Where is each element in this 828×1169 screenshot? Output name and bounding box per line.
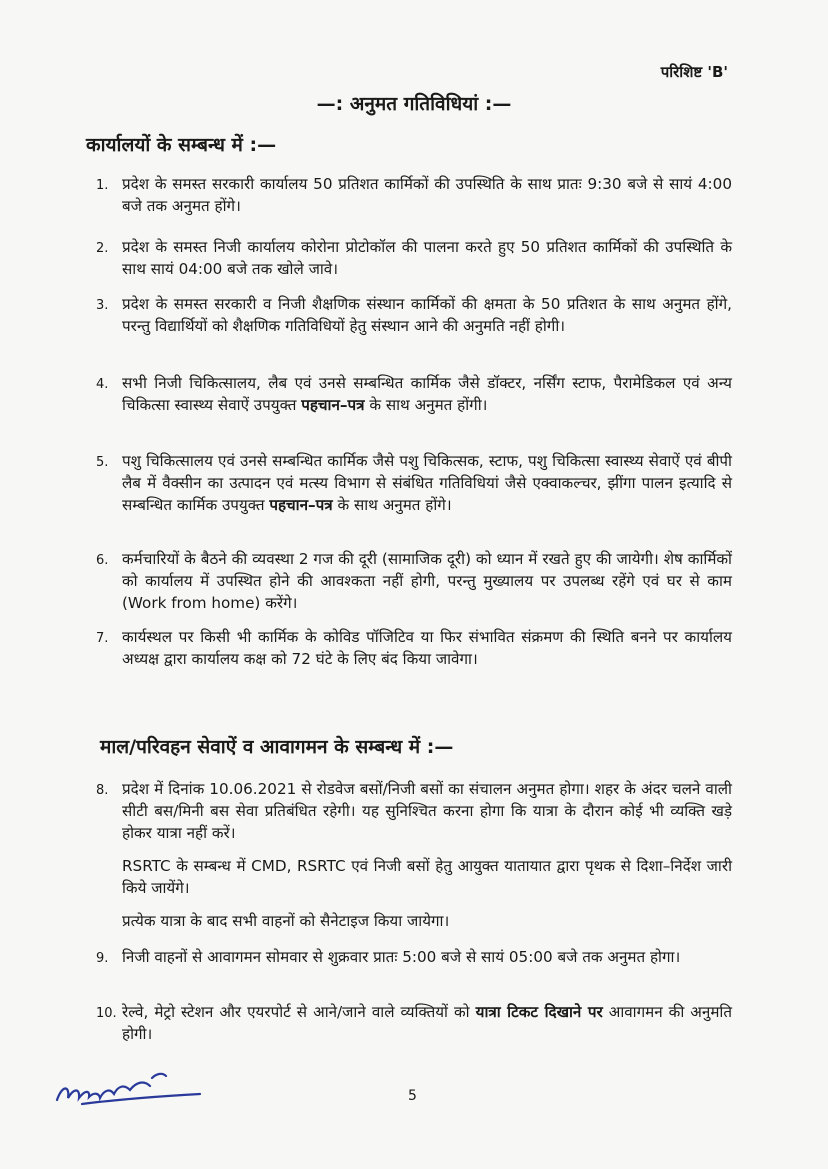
list-item xyxy=(96,450,732,516)
item-text: प्रदेश के समस्त सरकारी कार्यालय 50 प्रतिशत कार्मिकों की उपस्थिति के साथ प्रातः 9:30 बजे से सायं 4:00 बजे तक अनुमत होंगे। xyxy=(122,175,732,215)
annex-label: परिशिष्ट 'B' xyxy=(660,63,728,81)
list-item xyxy=(96,946,732,968)
item-number: 9. xyxy=(96,951,109,966)
list-item xyxy=(96,1001,732,1045)
item-text xyxy=(122,1001,732,1045)
list-item xyxy=(96,173,732,217)
page-title: —: अनुमत गतिविधियां :— xyxy=(316,93,512,115)
list-item xyxy=(96,372,732,416)
list-item xyxy=(96,778,732,844)
list-item xyxy=(96,626,732,670)
item-text: प्रदेश के समस्त सरकारी व निजी शैक्षणिक संस्थान कार्मिकों की क्षमता के 50 प्रतिशत के साथ अनुमत होंगे, परन्तु विद्यार्थियों को शैक्षणिक गतिविधियों हेतु संस्थान आने की अनुमति नहीं होगी। xyxy=(122,295,732,335)
signature xyxy=(52,1070,202,1110)
item-number: 3. xyxy=(96,298,109,313)
text-run: रेल्वे, मेट्रो स्टेशन और एयरपोर्ट से आने/जाने वाले व्यक्तियों को xyxy=(122,1003,476,1021)
item-number: 7. xyxy=(96,631,109,646)
item-text: प्रदेश में दिनांक 10.06.2021 से रोडवेज बसों/निजी बसों का संचालन अनुमत होगा। शहर के अंदर चलने वाली सीटी बस/मिनी बस सेवा प्रतिबंधित रहेगी। यह सुनिश्चित करना होगा कि यात्रा के दौरान कोई भी व्यक्ति खड़े होकर यात्रा नहीं करें। xyxy=(122,780,732,842)
item-number: 1. xyxy=(96,178,109,193)
item-number: 10. xyxy=(96,1006,117,1021)
item-text: निजी वाहनों से आवागमन सोमवार से शुक्रवार प्रातः 5:00 बजे से सायं 05:00 बजे तक अनुमत होगा। xyxy=(122,948,681,966)
text-run: के साथ अनुमत होंगी। xyxy=(364,396,488,414)
list-item xyxy=(96,236,732,280)
item-text xyxy=(122,450,732,516)
bold-text-run: यात्रा टिकट दिखाने पर xyxy=(475,1003,603,1021)
text-run: सभी निजी चिकित्सालय, लैब एवं उनसे सम्बन्धित कार्मिक जैसे डॉक्टर, नर्सिंग स्टाफ, पैरामेडिकल एवं अन्य चिकित्सा स्वास्थ्य सेवाऐं उपयुक्त xyxy=(122,374,732,414)
list-item xyxy=(96,293,732,337)
item-number: 8. xyxy=(96,783,109,798)
text-run: आवागमन की अनुमति होगी। xyxy=(122,1003,732,1043)
item-number: 6. xyxy=(96,553,109,568)
list-item xyxy=(96,548,732,614)
section-heading-offices: कार्यालयों के सम्बन्ध में :— xyxy=(86,134,277,156)
item-text: कर्मचारियों के बैठने की व्यवस्था 2 गज की दूरी (सामाजिक दूरी) को ध्यान में रखते हुए की जायेगी। शेष कार्मिकों को कार्यालय में उपस्थित होने की आवश्कता नहीं होगी, परन्तु मुख्यालय पर उपलब्ध रहेंगे एवं घर से काम (Work from home) करेंगे। xyxy=(122,550,732,612)
section-heading-transport: माल/परिवहन सेवाऐं व आवागमन के सम्बन्ध में :— xyxy=(100,736,454,758)
item-number: 4. xyxy=(96,377,109,392)
page-number: 5 xyxy=(408,1088,417,1104)
item-text: कार्यस्थल पर किसी भी कार्मिक के कोविड पॉजिटिव या फिर संभावित संक्रमण की स्थिति बनने पर कार्यालय अध्यक्ष द्वारा कार्यालय कक्ष को 72 घंटे के लिए बंद किया जावेगा। xyxy=(122,628,732,668)
item-number: 2. xyxy=(96,241,109,256)
paragraph-rsrtc: RSRTC के सम्बन्ध में CMD, RSRTC एवं निजी बसों हेतु आयुक्त यातायात द्वारा पृथक से दिशा–निर्देश जारी किये जायेंगे। xyxy=(122,857,732,897)
item-text xyxy=(122,372,732,416)
text-run: पशु चिकित्सालय एवं उनसे सम्बन्धित कार्मिक जैसे पशु चिकित्सक, स्टाफ, पशु चिकित्सा स्वास्थ्य सेवाऐं एवं बीपी लैब में वैक्सीन का उत्पादन एवं मत्स्य विभाग से संबंधित गतिविधियां जैसे एक्वाकल्चर, झींगा पालन इत्यादि से सम्बन्धित कार्मिक उपयुक्त xyxy=(122,452,732,514)
bold-text-run: पहचान–पत्र xyxy=(269,496,333,514)
paragraph-sanitize: प्रत्येक यात्रा के बाद सभी वाहनों को सैनेटाइज किया जायेगा। xyxy=(122,912,450,930)
text-run: के साथ अनुमत होंगे। xyxy=(332,496,452,514)
item-text: प्रदेश के समस्त निजी कार्यालय कोरोना प्रोटोकॉल की पालना करते हुए 50 प्रतिशत कार्मिकों की उपस्थिति के साथ सायं 04:00 बजे तक खोले जावे। xyxy=(122,238,732,278)
bold-text-run: पहचान–पत्र xyxy=(301,396,365,414)
item-number: 5. xyxy=(96,455,109,470)
